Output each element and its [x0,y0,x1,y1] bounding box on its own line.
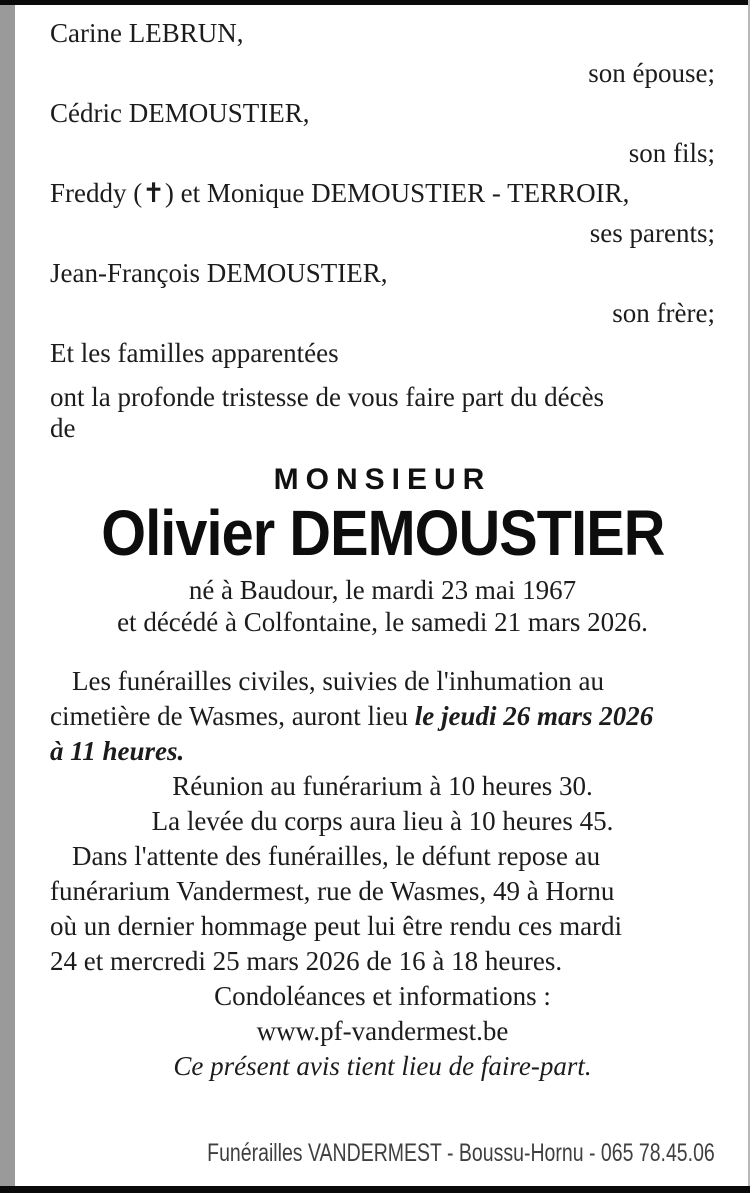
scan-shadow-bar [0,5,15,1186]
families-line: Et les familles apparentées [50,338,339,368]
funeral-date-emphasis: le jeudi 26 mars 2026 [414,701,654,731]
meeting-line: Réunion au funérarium à 10 heures 30. [172,771,593,801]
relative-name: Jean-François DEMOUSTIER, [50,258,388,288]
funeral-line: Les funérailles civiles, suivies de l'inhumation au [72,666,604,696]
bottom-border [0,1186,750,1193]
funeral-home-footer: Funérailles VANDERMEST - Boussu-Hornu - 065 78.45.06 [207,1139,715,1167]
announcement-line: ont la profonde tristesse de vous faire part du décès [50,382,605,412]
announcement-line: de [50,413,76,443]
funeral-line-normal: cimetière de Wasmes, auront lieu [50,701,415,731]
relative-relation: son fils; [628,138,715,168]
notice-body [50,664,715,1084]
announcement [50,382,715,444]
repose-line: où un dernier hommage peut lui être rendu ces mardi [50,911,623,941]
birth-line: né à Baudour, le mardi 23 mai 1967 [188,575,577,605]
condolences-line: Condoléances et informations : [214,981,551,1011]
life-dates [50,574,715,638]
deceased-name: Olivier DEMOUSTIER [100,497,665,569]
relative-name: Freddy (✝) et Monique DEMOUSTIER - TERROIR, [50,178,630,208]
repose-line: Dans l'attente des funérailles, le défunt repose au [72,841,601,871]
relative-relation: son frère; [612,298,715,328]
deceased-name-row [50,498,715,568]
levee-line: La levée du corps aura lieu à 10 heures 45. [151,806,614,836]
relative-name: Cédric DEMOUSTIER, [50,98,310,128]
right-edge-line [748,0,750,1193]
relative-relation: ses parents; [589,218,715,248]
repose-line: funérarium Vandermest, rue de Wasmes, 49 à Hornu [50,876,615,906]
relative-name: Carine LEBRUN, [50,18,244,48]
repose-line: 24 et mercredi 25 mars 2026 de 16 à 18 heures. [50,946,563,976]
relatives-list [50,13,715,373]
civility-title: MONSIEUR [273,463,492,496]
funeral-time-emphasis: à 11 heures. [50,736,185,766]
faire-part-line: Ce présent avis tient lieu de faire-part. [173,1051,592,1081]
funeral-line [50,699,715,734]
relative-relation: son épouse; [588,58,715,88]
website-url: www.pf-vandermest.be [256,1016,509,1046]
death-line: et décédé à Colfontaine, le samedi 21 mars 2026. [117,607,648,637]
notice-content [50,0,715,1084]
